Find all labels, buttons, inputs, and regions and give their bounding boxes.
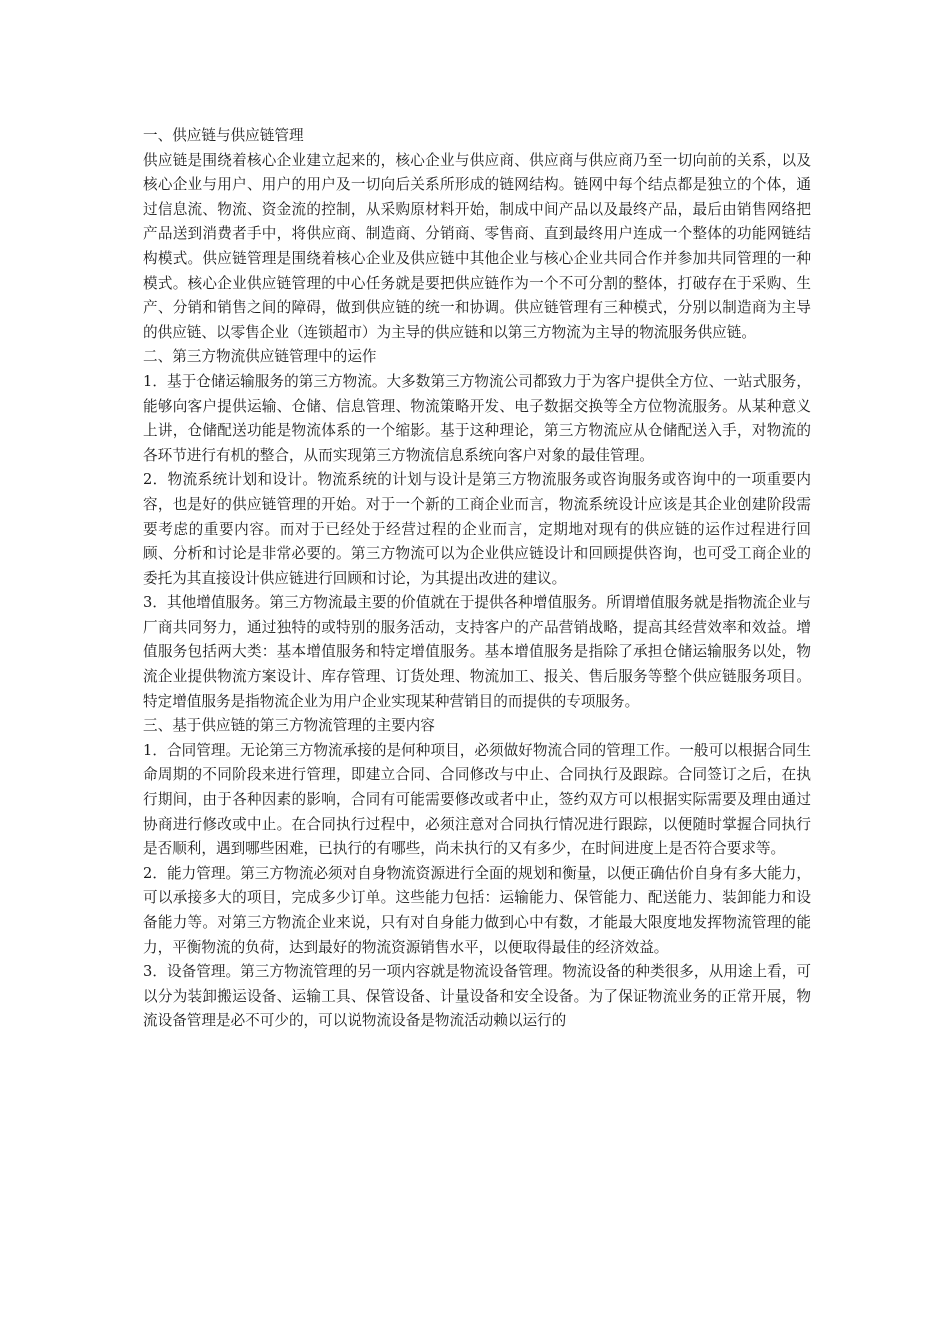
paragraph-value-added-services: 3．其他增值服务。第三方物流最主要的价值就在于提供各种增值服务。所谓增值服务就是指物流企业与厂商共同努力，通过独特的或特别的服务活动，支持客户的产品营销战略，提高其经营效率和效益。增值服务包括两大类：基本增值服务和特定增值服务。基本增值服务是指除了承担仓储运输服务以处，物流企业提供物流方案设计、库存管理、订货处理、物流加工、报关、售后服务等整个供应链服务项目。特定增值服务是指物流企业为用户企业实现某种营销目的而提供的专项服务。 [143, 594, 811, 710]
paragraph-system-planning: 2．物流系统计划和设计。物流系统的计划与设计是第三方物流服务或咨询服务或咨询中的一项重要内容，也是好的供应链管理的开始。对于一个新的工商企业而言，物流系统设计应该是其企业创建阶段需要考虑的重要内容。而对于已经处于经营过程的企业而言，定期地对现有的供应链的运作过程进行回顾、分析和讨论是非常必要的。第三方物流可以为企业供应链设计和回顾提供咨询，也可受工商企业的委托为其直接设计供应链进行回顾和讨论，为其提出改进的建议。 [143, 471, 811, 587]
paragraph-contract-management: 1．合同管理。无论第三方物流承接的是何种项目，必须做好物流合同的管理工作。一般可以根据合同生命周期的不同阶段来进行管理，即建立合同、合同修改与中止、合同执行及跟踪。合同签订之后，在执行期间，由于各种因素的影响，合同有可能需要修改或者中止，签约双方可以根据实际需要及理由通过协商进行修改或中止。在合同执行过程中，必须注意对合同执行情况进行跟踪，以便随时掌握合同执行是否顺利，遇到哪些困难，已执行的有哪些，尚未执行的又有多少，在时间进度上是否符合要求等。 [143, 741, 811, 858]
section-heading-3: 三、基于供应链的第三方物流管理的主要内容 [143, 717, 435, 735]
document-body [143, 124, 811, 1034]
paragraph-equipment-management: 3．设备管理。第三方物流管理的另一项内容就是物流设备管理。物流设备的种类很多，从用途上看，可以分为装卸搬运设备、运输工具、保管设备、计量设备和安全设备。为了保证物流业务的正常开展，物流设备管理是必不可少的，可以说物流设备是物流活动赖以运行的 [143, 963, 811, 1030]
paragraph-supply-chain-definition: 供应链是围绕着核心企业建立起来的，核心企业与供应商、供应商与供应商乃至一切向前的关系，以及核心企业与用户、用户的用户及一切向后关系所形成的链网结构。链网中每个结点都是独立的个体，通过信息流、物流、资金流的控制，从采购原材料开始，制成中间产品以及最终产品，最后由销售网络把产品送到消费者手中，将供应商、制造商、分销商、零售商、直到最终用户连成一个整体的功能网链结构模式。供应链管理是围绕着核心企业及供应链中其他企业与核心企业共同合作并参加共同管理的一种模式。核心企业供应链管理的中心任务就是要把供应链作为一个不可分割的整体，打破存在于采购、生产、分销和销售之间的障碍，做到供应链的统一和协调。供应链管理有三种模式，分别以制造商为主导的供应链、以零售企业（连锁超市）为主导的供应链和以第三方物流为主导的物流服务供应链。 [143, 151, 811, 341]
section-heading-1: 一、供应链与供应链管理 [143, 127, 304, 144]
paragraph-warehousing-logistics: 1．基于仓储运输服务的第三方物流。大多数第三方物流公司都致力于为客户提供全方位、一站式服务，能够向客户提供运输、仓储、信息管理、物流策略开发、电子数据交换等全方位物流服务。从某种意义上讲，仓储配送功能是物流体系的一个缩影。基于这种理论，第三方物流应从仓储配送入手，对物流的各环节进行有机的整合，从而实现第三方物流信息系统向客户对象的最佳管理。 [143, 372, 811, 464]
section-heading-2: 二、第三方物流供应链管理中的运作 [143, 348, 377, 366]
paragraph-capacity-management: 2．能力管理。第三方物流必须对自身物流资源进行全面的规划和衡量，以便正确估价自身有多大能力，可以承接多大的项目，完成多少订单。这些能力包括：运输能力、保管能力、配送能力、装卸能力和设备能力等。对第三方物流企业来说，只有对自身能力做到心中有数，才能最大限度地发挥物流管理的能力，平衡物流的负荷，达到最好的物流资源销售水平，以便取得最佳的经济效益。 [143, 864, 811, 956]
